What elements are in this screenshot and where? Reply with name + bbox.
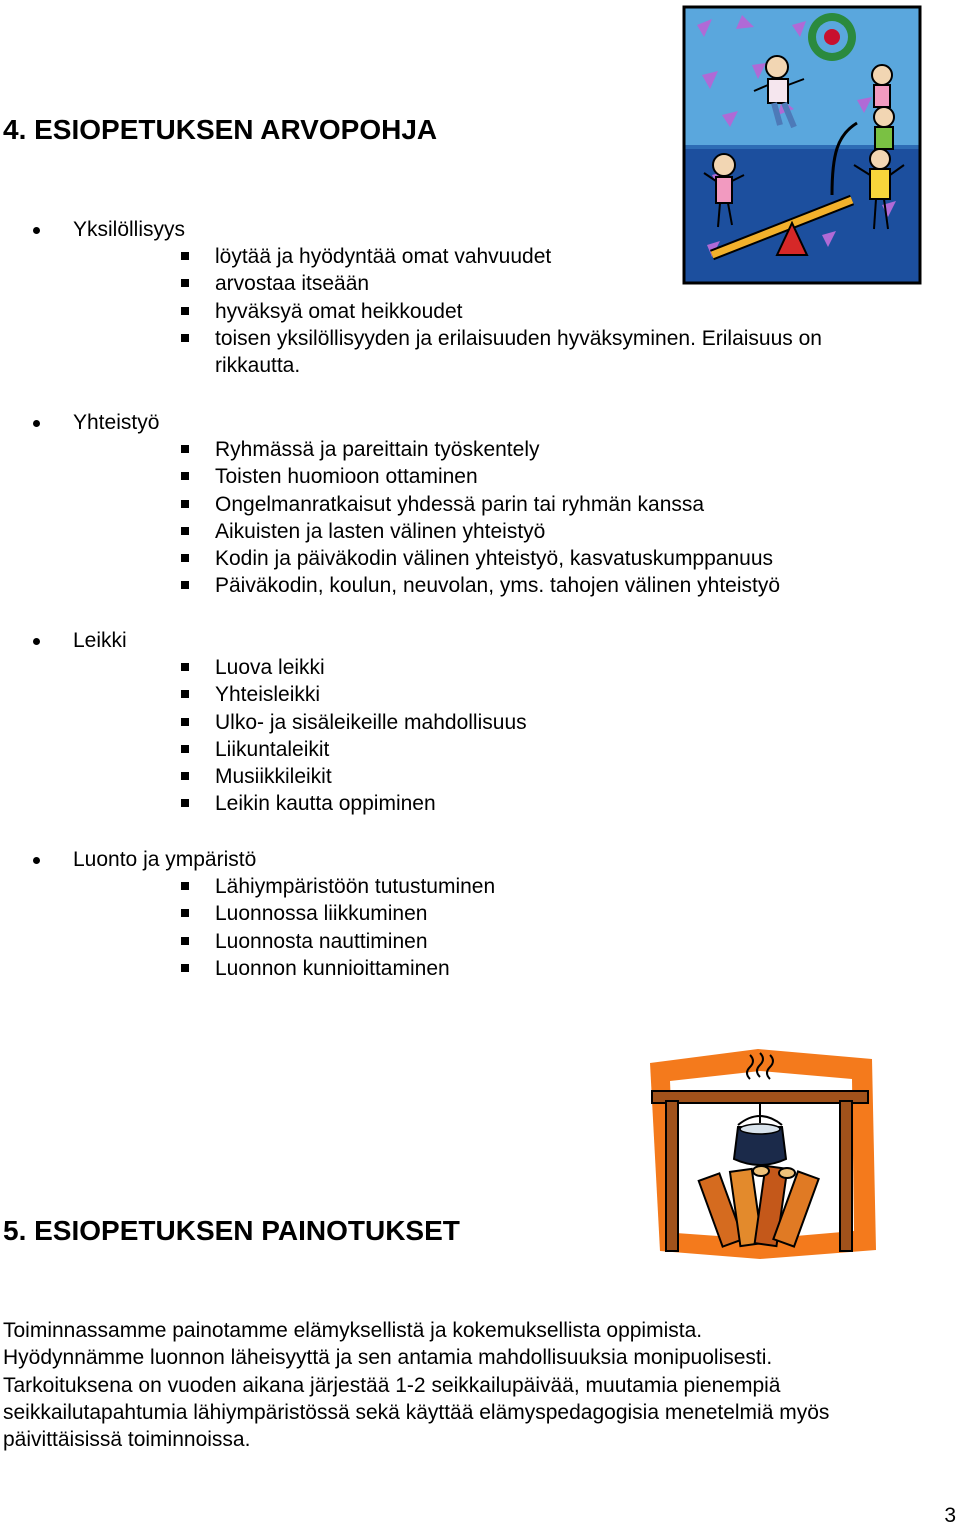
list-item: toisen yksilöllisyyden ja erilaisuuden hyväksyminen. Erilaisuus on <box>215 325 822 352</box>
list-item: Luonnon kunnioittaminen <box>215 955 495 982</box>
square-bullet <box>181 252 189 260</box>
group-label-text: Yhteistyö <box>73 411 160 434</box>
paragraph-line: Hyödynnämme luonnon läheisyyttä ja sen antamia mahdollisuuksia monipuolisesti. <box>3 1346 773 1370</box>
square-bullet <box>181 690 189 698</box>
bullet-dot <box>33 420 40 427</box>
list-item: Leikin kautta oppiminen <box>215 790 527 817</box>
square-bullet <box>181 554 189 562</box>
square-bullet <box>181 964 189 972</box>
square-bullet <box>181 909 189 917</box>
group-label-text: Yksilöllisyys <box>73 218 186 241</box>
paragraph-line: päivittäisissä toiminnoissa. <box>3 1428 251 1452</box>
campfire-pot-illustration <box>640 1045 880 1260</box>
square-bullet <box>181 799 189 807</box>
square-bullet <box>181 882 189 890</box>
square-bullet <box>181 472 189 480</box>
group-label-text: Luonto ja ympäristö <box>73 848 257 871</box>
bullet-dot <box>33 638 40 645</box>
group-label-yhteistyo <box>73 409 159 436</box>
list-item: Yhteisleikki <box>215 681 527 708</box>
list-item: Luova leikki <box>215 654 527 681</box>
list-item: Liikuntaleikit <box>215 736 527 763</box>
list-item: Ulko- ja sisäleikeille mahdollisuus <box>215 709 527 736</box>
square-bullet <box>181 307 189 315</box>
square-bullet <box>181 581 189 589</box>
square-bullet <box>181 663 189 671</box>
list-item: Luonnossa liikkuminen <box>215 900 495 927</box>
section-5-paragraph <box>3 1317 953 1453</box>
bullet-dot <box>33 227 40 234</box>
list-item: Päiväkodin, koulun, neuvolan, yms. tahojen välinen yhteistyö <box>215 572 780 599</box>
square-bullet <box>181 718 189 726</box>
paragraph-line: Tarkoituksena on vuoden aikana järjestää 1-2 seikkailupäivää, muutamia pienempiä <box>3 1373 781 1397</box>
list-item-continuation: rikkautta. <box>215 354 301 378</box>
square-bullet <box>181 500 189 508</box>
bullet-dot <box>33 857 40 864</box>
square-bullet <box>181 334 189 342</box>
group-label-text: Leikki <box>73 629 127 652</box>
list-item: Kodin ja päiväkodin välinen yhteistyö, kasvatuskumppanuus <box>215 545 780 572</box>
section-5-heading: 5. ESIOPETUKSEN PAINOTUKSET <box>3 1215 460 1246</box>
square-bullet <box>181 772 189 780</box>
list-item: Musiikkileikit <box>215 763 527 790</box>
list-item: Ryhmässä ja pareittain työskentely <box>215 436 780 463</box>
paragraph-line: seikkailutapahtumia lähiympäristössä sekä käyttää elämyspedagogisia menetelmiä myös <box>3 1400 830 1424</box>
list-item: arvostaa itseään <box>215 270 822 297</box>
target-sun <box>808 13 856 61</box>
section-4-heading: 4. ESIOPETUKSEN ARVOPOHJA <box>3 114 438 145</box>
square-bullet <box>181 745 189 753</box>
group-label-yksilollisyys <box>73 216 185 243</box>
list-item: Luonnosta nauttiminen <box>215 928 495 955</box>
luonto-list <box>215 873 495 982</box>
group-label-luonto <box>73 846 256 873</box>
yhteistyo-list <box>215 436 780 600</box>
list-item: Ongelmanratkaisut yhdessä parin tai ryhmän kanssa <box>215 491 780 518</box>
leikki-list <box>215 654 527 818</box>
list-item: Toisten huomioon ottaminen <box>215 463 780 490</box>
list-item: Lähiympäristöön tutustuminen <box>215 873 495 900</box>
group-label-leikki <box>73 627 127 654</box>
square-bullet <box>181 279 189 287</box>
paragraph-line: Toiminnassamme painotamme elämyksellistä ja kokemuksellista oppimista. <box>3 1319 703 1342</box>
page-number: 3 <box>944 1504 956 1527</box>
square-bullet <box>181 527 189 535</box>
list-item: Aikuisten ja lasten välinen yhteistyö <box>215 518 780 545</box>
list-item: löytää ja hyödyntää omat vahvuudet <box>215 243 822 270</box>
list-item: hyväksyä omat heikkoudet <box>215 298 822 325</box>
square-bullet <box>181 937 189 945</box>
square-bullet <box>181 445 189 453</box>
seesaw-children-illustration <box>682 5 922 285</box>
